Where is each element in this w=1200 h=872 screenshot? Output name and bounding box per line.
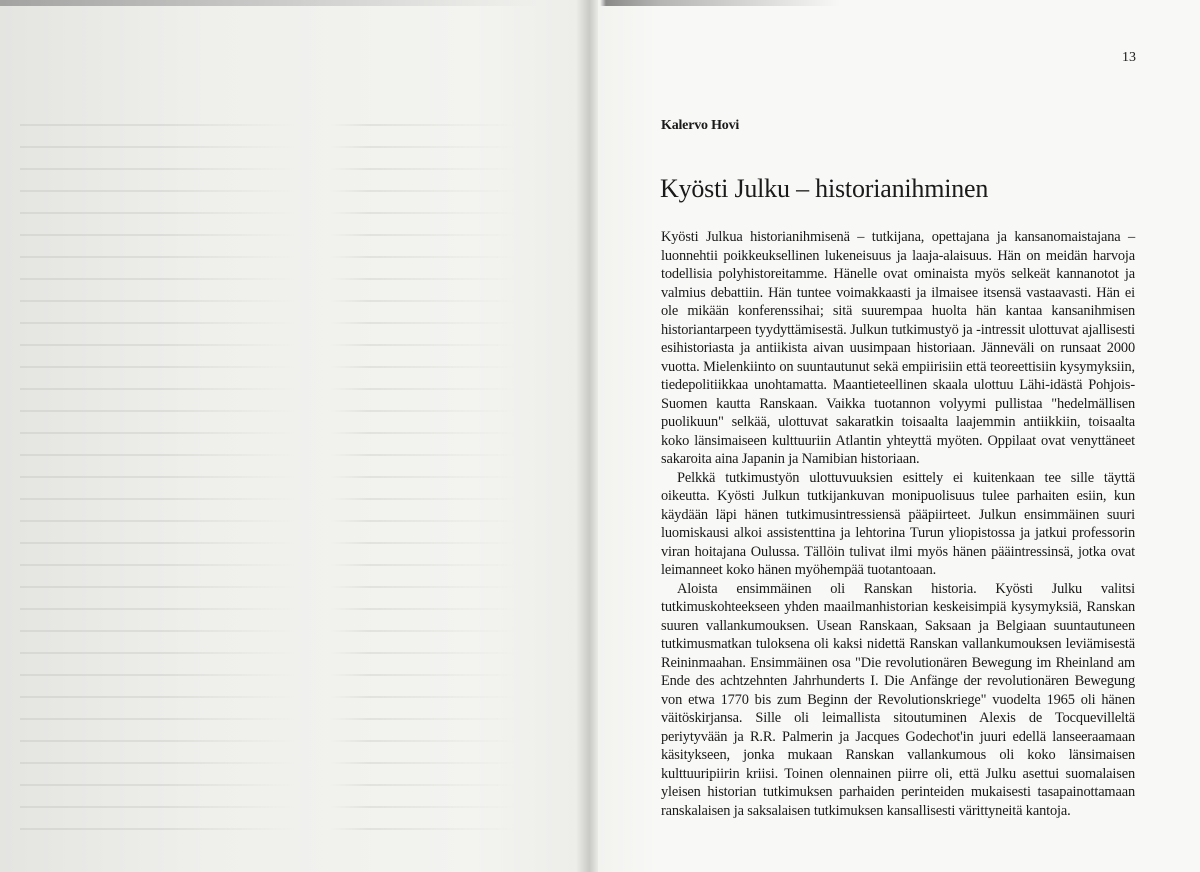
paragraph-3: Aloista ensimmäinen oli Ranskan historia. Kyösti Julku valitsi tutkimuskohteekseen yhden maailmanhistorian keskeisimpiä kysymyksiä, Ranskan suuren vallankumouksen. Usean Ranskaan, Saksaan ja Belgiaan suuntautuneen tutkimusmatkan tuloksena oli kaksi nidettä Ranskan vallankumouksen leviämisestä Reininmaahan. Ensimmäinen osa "Die revolutionären Bewegung im Rheinland am Ende des achtzehnten Jahrhunderts I. Die Anfänge der revolutionären Bewegung von etwa 1770 bis zum Beginn der Revolutionskriege" vuodelta 1965 oli hänen väitöskirjansa. Sille oli leimallista sitoutuminen Alexis de Tocquevilleltä periytyvään ja R.R. Palmerin ja Jacques Godechot'in juuri edellä lanseeraamaan käsitykseen, jonka mukaan Ranskan vallankumous oli koko länsimaisen kulttuuripiirin kriisi. Toinen olennainen piirre oli, että Julku asettui suomalaisen yleisen historian tutkimuksen parhaiden perinteiden mukaisesti tasapainottamaan ranskalaisen ja saksalaisen tutkimuksen kansallisesti värittyneitä kantoja.: [661, 580, 1135, 819]
article-title: Kyösti Julku – historianihminen: [660, 174, 989, 203]
scan-edge: [0, 0, 1200, 6]
left-page: [0, 0, 592, 872]
author-name: Kalervo Hovi: [661, 118, 740, 133]
page-number: 13: [1122, 50, 1136, 65]
paragraph-1: Kyösti Julkua historianihmisenä – tutkijana, opettajana ja kansanomaistajana – luonnehtii poikkeuksellinen lukeneisuus ja laaja-alaisuus. Hän on meidän harvoja todellisia polyhistoreitamme. Hänelle ovat ominaista myös selkeät kannanotot ja valmius debattiin. Hän tuntee voimakkaasti ja ilmaisee itsensä vastaavasti. Hän ei ole mikään konferenssihai; sitä suurempaa huolta hän kantaa kansanihmisen historiantarpeen tyydyttämisestä. Julkun tutkimustyö ja -intressit ulottuvat ajallisesti esihistoriasta ja antiikista aivan uusimpaan historiaan. Jänneväli on runsaat 2000 vuotta. Mielenkiinto on suuntautunut sekä empiirisiin että teoreettisiin kysymyksiin, tiedepolitiikkaa unohtamatta. Maantieteellinen skaala ulottuu Lähi-idästä Pohjois-Suomen kautta Ranskaan. Vaikka tuotannon volyymi pullistaa "hedelmällisen puolikuun" selkää, ulottuvat sakaratkin toisaalta laajemmin antiikkiin, toisaalta koko länsimaiseen kulttuuriin Atlantin yhteyttä myöten. Oppilaat ovat venyttäneet sakaroita aina Japanin ja Namibian historiaan.: [661, 229, 1135, 467]
show-through-text: [20, 110, 520, 850]
article-body: [661, 228, 1135, 820]
paragraph-2: Pelkkä tutkimustyön ulottuvuuksien esittely ei kuitenkaan tee sille täyttä oikeutta. Kyösti Julkun tutkijankuvan monipuolisuus tulee parhaiten esiin, kun käydään läpi hänen tutkimusintressiensä pääpiirteet. Julkun ensimmäinen suuri luomiskausi alkoi assistenttina ja lehtorina Turun yliopistossa ja jatkui professorin viran hoitajana Oulussa. Tällöin tulivat ilmi myös hänen pääintressinsä, jotka ovat leimanneet koko hänen myöhempää tuotantoaan.: [661, 469, 1135, 578]
